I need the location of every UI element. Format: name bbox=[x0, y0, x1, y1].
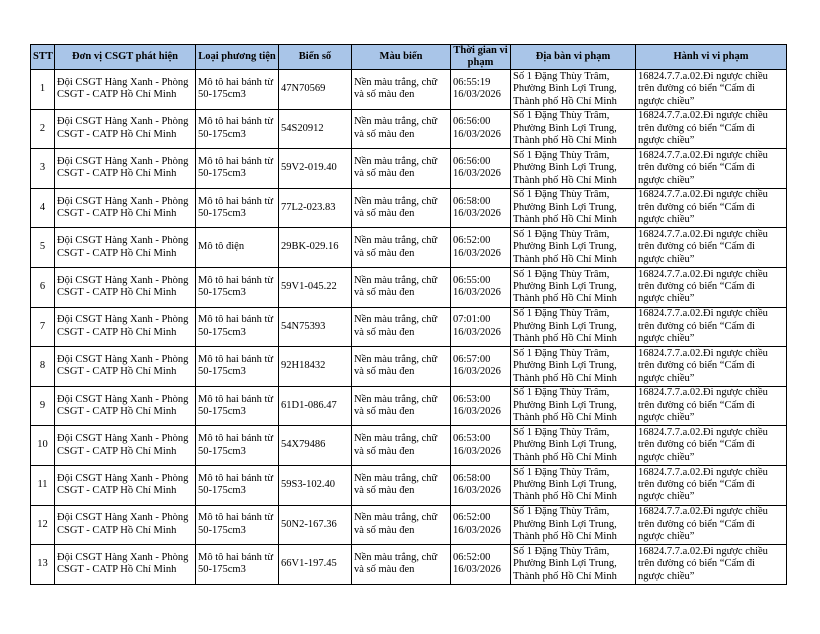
cell-vehicle: Mô tô hai bánh từ 50-175cm3 bbox=[196, 545, 279, 585]
cell-location: Số 1 Đặng Thùy Trâm, Phường Bình Lợi Trung, Thành phố Hồ Chí Minh bbox=[511, 188, 636, 228]
cell-plate: 29BK-029.16 bbox=[279, 228, 352, 268]
cell-stt: 3 bbox=[31, 149, 55, 189]
cell-unit: Đội CSGT Hàng Xanh - Phòng CSGT - CATP Hồ Chí Minh bbox=[55, 505, 196, 545]
cell-unit: Đội CSGT Hàng Xanh - Phòng CSGT - CATP Hồ Chí Minh bbox=[55, 228, 196, 268]
cell-vehicle: Mô tô hai bánh từ 50-175cm3 bbox=[196, 188, 279, 228]
cell-stt: 7 bbox=[31, 307, 55, 347]
cell-plate: 59V1-045.22 bbox=[279, 267, 352, 307]
cell-vehicle: Mô tô hai bánh từ 50-175cm3 bbox=[196, 465, 279, 505]
cell-violation: 16824.7.7.a.02.Đi ngược chiều trên đường có biển “Cấm đi ngược chiều” bbox=[636, 149, 787, 189]
cell-plate: 54S20912 bbox=[279, 109, 352, 149]
cell-location: Số 1 Đặng Thùy Trâm, Phường Bình Lợi Trung, Thành phố Hồ Chí Minh bbox=[511, 228, 636, 268]
cell-plate-color: Nền màu trắng, chữ và số màu đen bbox=[352, 149, 451, 189]
cell-unit: Đội CSGT Hàng Xanh - Phòng CSGT - CATP Hồ Chí Minh bbox=[55, 386, 196, 426]
cell-plate-color: Nền màu trắng, chữ và số màu đen bbox=[352, 347, 451, 387]
cell-violation: 16824.7.7.a.02.Đi ngược chiều trên đường có biển “Cấm đi ngược chiều” bbox=[636, 426, 787, 466]
cell-stt: 5 bbox=[31, 228, 55, 268]
cell-violation: 16824.7.7.a.02.Đi ngược chiều trên đường có biển “Cấm đi ngược chiều” bbox=[636, 465, 787, 505]
table-row bbox=[31, 347, 787, 387]
cell-location: Số 1 Đặng Thùy Trâm, Phường Bình Lợi Trung, Thành phố Hồ Chí Minh bbox=[511, 307, 636, 347]
cell-vehicle: Mô tô hai bánh từ 50-175cm3 bbox=[196, 347, 279, 387]
cell-violation: 16824.7.7.a.02.Đi ngược chiều trên đường có biển “Cấm đi ngược chiều” bbox=[636, 109, 787, 149]
cell-vehicle: Mô tô hai bánh từ 50-175cm3 bbox=[196, 505, 279, 545]
cell-plate: 59S3-102.40 bbox=[279, 465, 352, 505]
table-row bbox=[31, 307, 787, 347]
cell-plate-color: Nền màu trắng, chữ và số màu đen bbox=[352, 70, 451, 110]
cell-time: 06:52:00 16/03/2026 bbox=[451, 505, 511, 545]
cell-time: 06:53:00 16/03/2026 bbox=[451, 426, 511, 466]
cell-location: Số 1 Đặng Thùy Trâm, Phường Bình Lợi Trung, Thành phố Hồ Chí Minh bbox=[511, 149, 636, 189]
header-violation: Hành vi vi phạm bbox=[636, 45, 787, 70]
cell-time: 06:55:00 16/03/2026 bbox=[451, 267, 511, 307]
cell-plate-color: Nền màu trắng, chữ và số màu đen bbox=[352, 188, 451, 228]
cell-time: 06:58:00 16/03/2026 bbox=[451, 188, 511, 228]
cell-stt: 8 bbox=[31, 347, 55, 387]
table-row bbox=[31, 228, 787, 268]
cell-time: 07:01:00 16/03/2026 bbox=[451, 307, 511, 347]
header-plate: Biển số bbox=[279, 45, 352, 70]
table-row bbox=[31, 70, 787, 110]
cell-plate-color: Nền màu trắng, chữ và số màu đen bbox=[352, 386, 451, 426]
cell-plate-color: Nền màu trắng, chữ và số màu đen bbox=[352, 505, 451, 545]
cell-violation: 16824.7.7.a.02.Đi ngược chiều trên đường có biển “Cấm đi ngược chiều” bbox=[636, 347, 787, 387]
cell-vehicle: Mô tô hai bánh từ 50-175cm3 bbox=[196, 109, 279, 149]
cell-plate-color: Nền màu trắng, chữ và số màu đen bbox=[352, 228, 451, 268]
header-time: Thời gian vi phạm bbox=[451, 45, 511, 70]
cell-time: 06:53:00 16/03/2026 bbox=[451, 386, 511, 426]
cell-vehicle: Mô tô hai bánh từ 50-175cm3 bbox=[196, 307, 279, 347]
cell-vehicle: Mô tô điện bbox=[196, 228, 279, 268]
cell-stt: 6 bbox=[31, 267, 55, 307]
cell-location: Số 1 Đặng Thùy Trâm, Phường Bình Lợi Trung, Thành phố Hồ Chí Minh bbox=[511, 465, 636, 505]
cell-violation: 16824.7.7.a.02.Đi ngược chiều trên đường có biển “Cấm đi ngược chiều” bbox=[636, 545, 787, 585]
cell-plate-color: Nền màu trắng, chữ và số màu đen bbox=[352, 545, 451, 585]
cell-location: Số 1 Đặng Thùy Trâm, Phường Bình Lợi Trung, Thành phố Hồ Chí Minh bbox=[511, 505, 636, 545]
cell-plate: 61D1-086.47 bbox=[279, 386, 352, 426]
cell-plate: 59V2-019.40 bbox=[279, 149, 352, 189]
cell-plate: 77L2-023.83 bbox=[279, 188, 352, 228]
cell-plate: 54X79486 bbox=[279, 426, 352, 466]
cell-plate-color: Nền màu trắng, chữ và số màu đen bbox=[352, 426, 451, 466]
cell-plate: 92H18432 bbox=[279, 347, 352, 387]
header-stt: STT bbox=[31, 45, 55, 70]
cell-location: Số 1 Đặng Thùy Trâm, Phường Bình Lợi Trung, Thành phố Hồ Chí Minh bbox=[511, 267, 636, 307]
cell-stt: 1 bbox=[31, 70, 55, 110]
cell-plate-color: Nền màu trắng, chữ và số màu đen bbox=[352, 109, 451, 149]
header-location: Địa bàn vi phạm bbox=[511, 45, 636, 70]
cell-plate-color: Nền màu trắng, chữ và số màu đen bbox=[352, 307, 451, 347]
cell-location: Số 1 Đặng Thùy Trâm, Phường Bình Lợi Trung, Thành phố Hồ Chí Minh bbox=[511, 70, 636, 110]
cell-unit: Đội CSGT Hàng Xanh - Phòng CSGT - CATP Hồ Chí Minh bbox=[55, 149, 196, 189]
cell-violation: 16824.7.7.a.02.Đi ngược chiều trên đường có biển “Cấm đi ngược chiều” bbox=[636, 307, 787, 347]
cell-time: 06:52:00 16/03/2026 bbox=[451, 545, 511, 585]
cell-violation: 16824.7.7.a.02.Đi ngược chiều trên đường có biển “Cấm đi ngược chiều” bbox=[636, 228, 787, 268]
cell-vehicle: Mô tô hai bánh từ 50-175cm3 bbox=[196, 149, 279, 189]
cell-vehicle: Mô tô hai bánh từ 50-175cm3 bbox=[196, 426, 279, 466]
cell-violation: 16824.7.7.a.02.Đi ngược chiều trên đường có biển “Cấm đi ngược chiều” bbox=[636, 505, 787, 545]
cell-unit: Đội CSGT Hàng Xanh - Phòng CSGT - CATP Hồ Chí Minh bbox=[55, 545, 196, 585]
cell-plate: 54N75393 bbox=[279, 307, 352, 347]
cell-unit: Đội CSGT Hàng Xanh - Phòng CSGT - CATP Hồ Chí Minh bbox=[55, 188, 196, 228]
cell-unit: Đội CSGT Hàng Xanh - Phòng CSGT - CATP Hồ Chí Minh bbox=[55, 70, 196, 110]
cell-location: Số 1 Đặng Thùy Trâm, Phường Bình Lợi Trung, Thành phố Hồ Chí Minh bbox=[511, 545, 636, 585]
cell-unit: Đội CSGT Hàng Xanh - Phòng CSGT - CATP Hồ Chí Minh bbox=[55, 465, 196, 505]
header-vehicle: Loại phương tiện bbox=[196, 45, 279, 70]
cell-location: Số 1 Đặng Thùy Trâm, Phường Bình Lợi Trung, Thành phố Hồ Chí Minh bbox=[511, 347, 636, 387]
cell-unit: Đội CSGT Hàng Xanh - Phòng CSGT - CATP Hồ Chí Minh bbox=[55, 426, 196, 466]
header-unit: Đơn vị CSGT phát hiện bbox=[55, 45, 196, 70]
table-row bbox=[31, 149, 787, 189]
cell-plate-color: Nền màu trắng, chữ và số màu đen bbox=[352, 465, 451, 505]
cell-violation: 16824.7.7.a.02.Đi ngược chiều trên đường có biển “Cấm đi ngược chiều” bbox=[636, 70, 787, 110]
violations-table bbox=[30, 44, 787, 585]
table-body bbox=[31, 70, 787, 585]
cell-location: Số 1 Đặng Thùy Trâm, Phường Bình Lợi Trung, Thành phố Hồ Chí Minh bbox=[511, 426, 636, 466]
table-row bbox=[31, 188, 787, 228]
cell-plate-color: Nền màu trắng, chữ và số màu đen bbox=[352, 267, 451, 307]
cell-plate: 66V1-197.45 bbox=[279, 545, 352, 585]
cell-time: 06:56:00 16/03/2026 bbox=[451, 149, 511, 189]
header-plate-color: Màu biển bbox=[352, 45, 451, 70]
table-row bbox=[31, 426, 787, 466]
table-row bbox=[31, 109, 787, 149]
table-row bbox=[31, 505, 787, 545]
cell-time: 06:57:00 16/03/2026 bbox=[451, 347, 511, 387]
table-row bbox=[31, 386, 787, 426]
cell-unit: Đội CSGT Hàng Xanh - Phòng CSGT - CATP Hồ Chí Minh bbox=[55, 347, 196, 387]
cell-stt: 2 bbox=[31, 109, 55, 149]
cell-stt: 13 bbox=[31, 545, 55, 585]
cell-unit: Đội CSGT Hàng Xanh - Phòng CSGT - CATP Hồ Chí Minh bbox=[55, 307, 196, 347]
cell-violation: 16824.7.7.a.02.Đi ngược chiều trên đường có biển “Cấm đi ngược chiều” bbox=[636, 267, 787, 307]
table-row bbox=[31, 465, 787, 505]
cell-violation: 16824.7.7.a.02.Đi ngược chiều trên đường có biển “Cấm đi ngược chiều” bbox=[636, 386, 787, 426]
cell-time: 06:55:19 16/03/2026 bbox=[451, 70, 511, 110]
cell-time: 06:56:00 16/03/2026 bbox=[451, 109, 511, 149]
cell-plate: 47N70569 bbox=[279, 70, 352, 110]
header-row bbox=[31, 45, 787, 70]
cell-vehicle: Mô tô hai bánh từ 50-175cm3 bbox=[196, 386, 279, 426]
table-row bbox=[31, 267, 787, 307]
cell-stt: 9 bbox=[31, 386, 55, 426]
cell-violation: 16824.7.7.a.02.Đi ngược chiều trên đường có biển “Cấm đi ngược chiều” bbox=[636, 188, 787, 228]
cell-location: Số 1 Đặng Thùy Trâm, Phường Bình Lợi Trung, Thành phố Hồ Chí Minh bbox=[511, 386, 636, 426]
cell-unit: Đội CSGT Hàng Xanh - Phòng CSGT - CATP Hồ Chí Minh bbox=[55, 109, 196, 149]
cell-stt: 4 bbox=[31, 188, 55, 228]
cell-time: 06:52:00 16/03/2026 bbox=[451, 228, 511, 268]
cell-location: Số 1 Đặng Thùy Trâm, Phường Bình Lợi Trung, Thành phố Hồ Chí Minh bbox=[511, 109, 636, 149]
table-row bbox=[31, 545, 787, 585]
cell-plate: 50N2-167.36 bbox=[279, 505, 352, 545]
cell-vehicle: Mô tô hai bánh từ 50-175cm3 bbox=[196, 267, 279, 307]
cell-stt: 12 bbox=[31, 505, 55, 545]
cell-time: 06:58:00 16/03/2026 bbox=[451, 465, 511, 505]
cell-unit: Đội CSGT Hàng Xanh - Phòng CSGT - CATP Hồ Chí Minh bbox=[55, 267, 196, 307]
cell-vehicle: Mô tô hai bánh từ 50-175cm3 bbox=[196, 70, 279, 110]
cell-stt: 11 bbox=[31, 465, 55, 505]
cell-stt: 10 bbox=[31, 426, 55, 466]
